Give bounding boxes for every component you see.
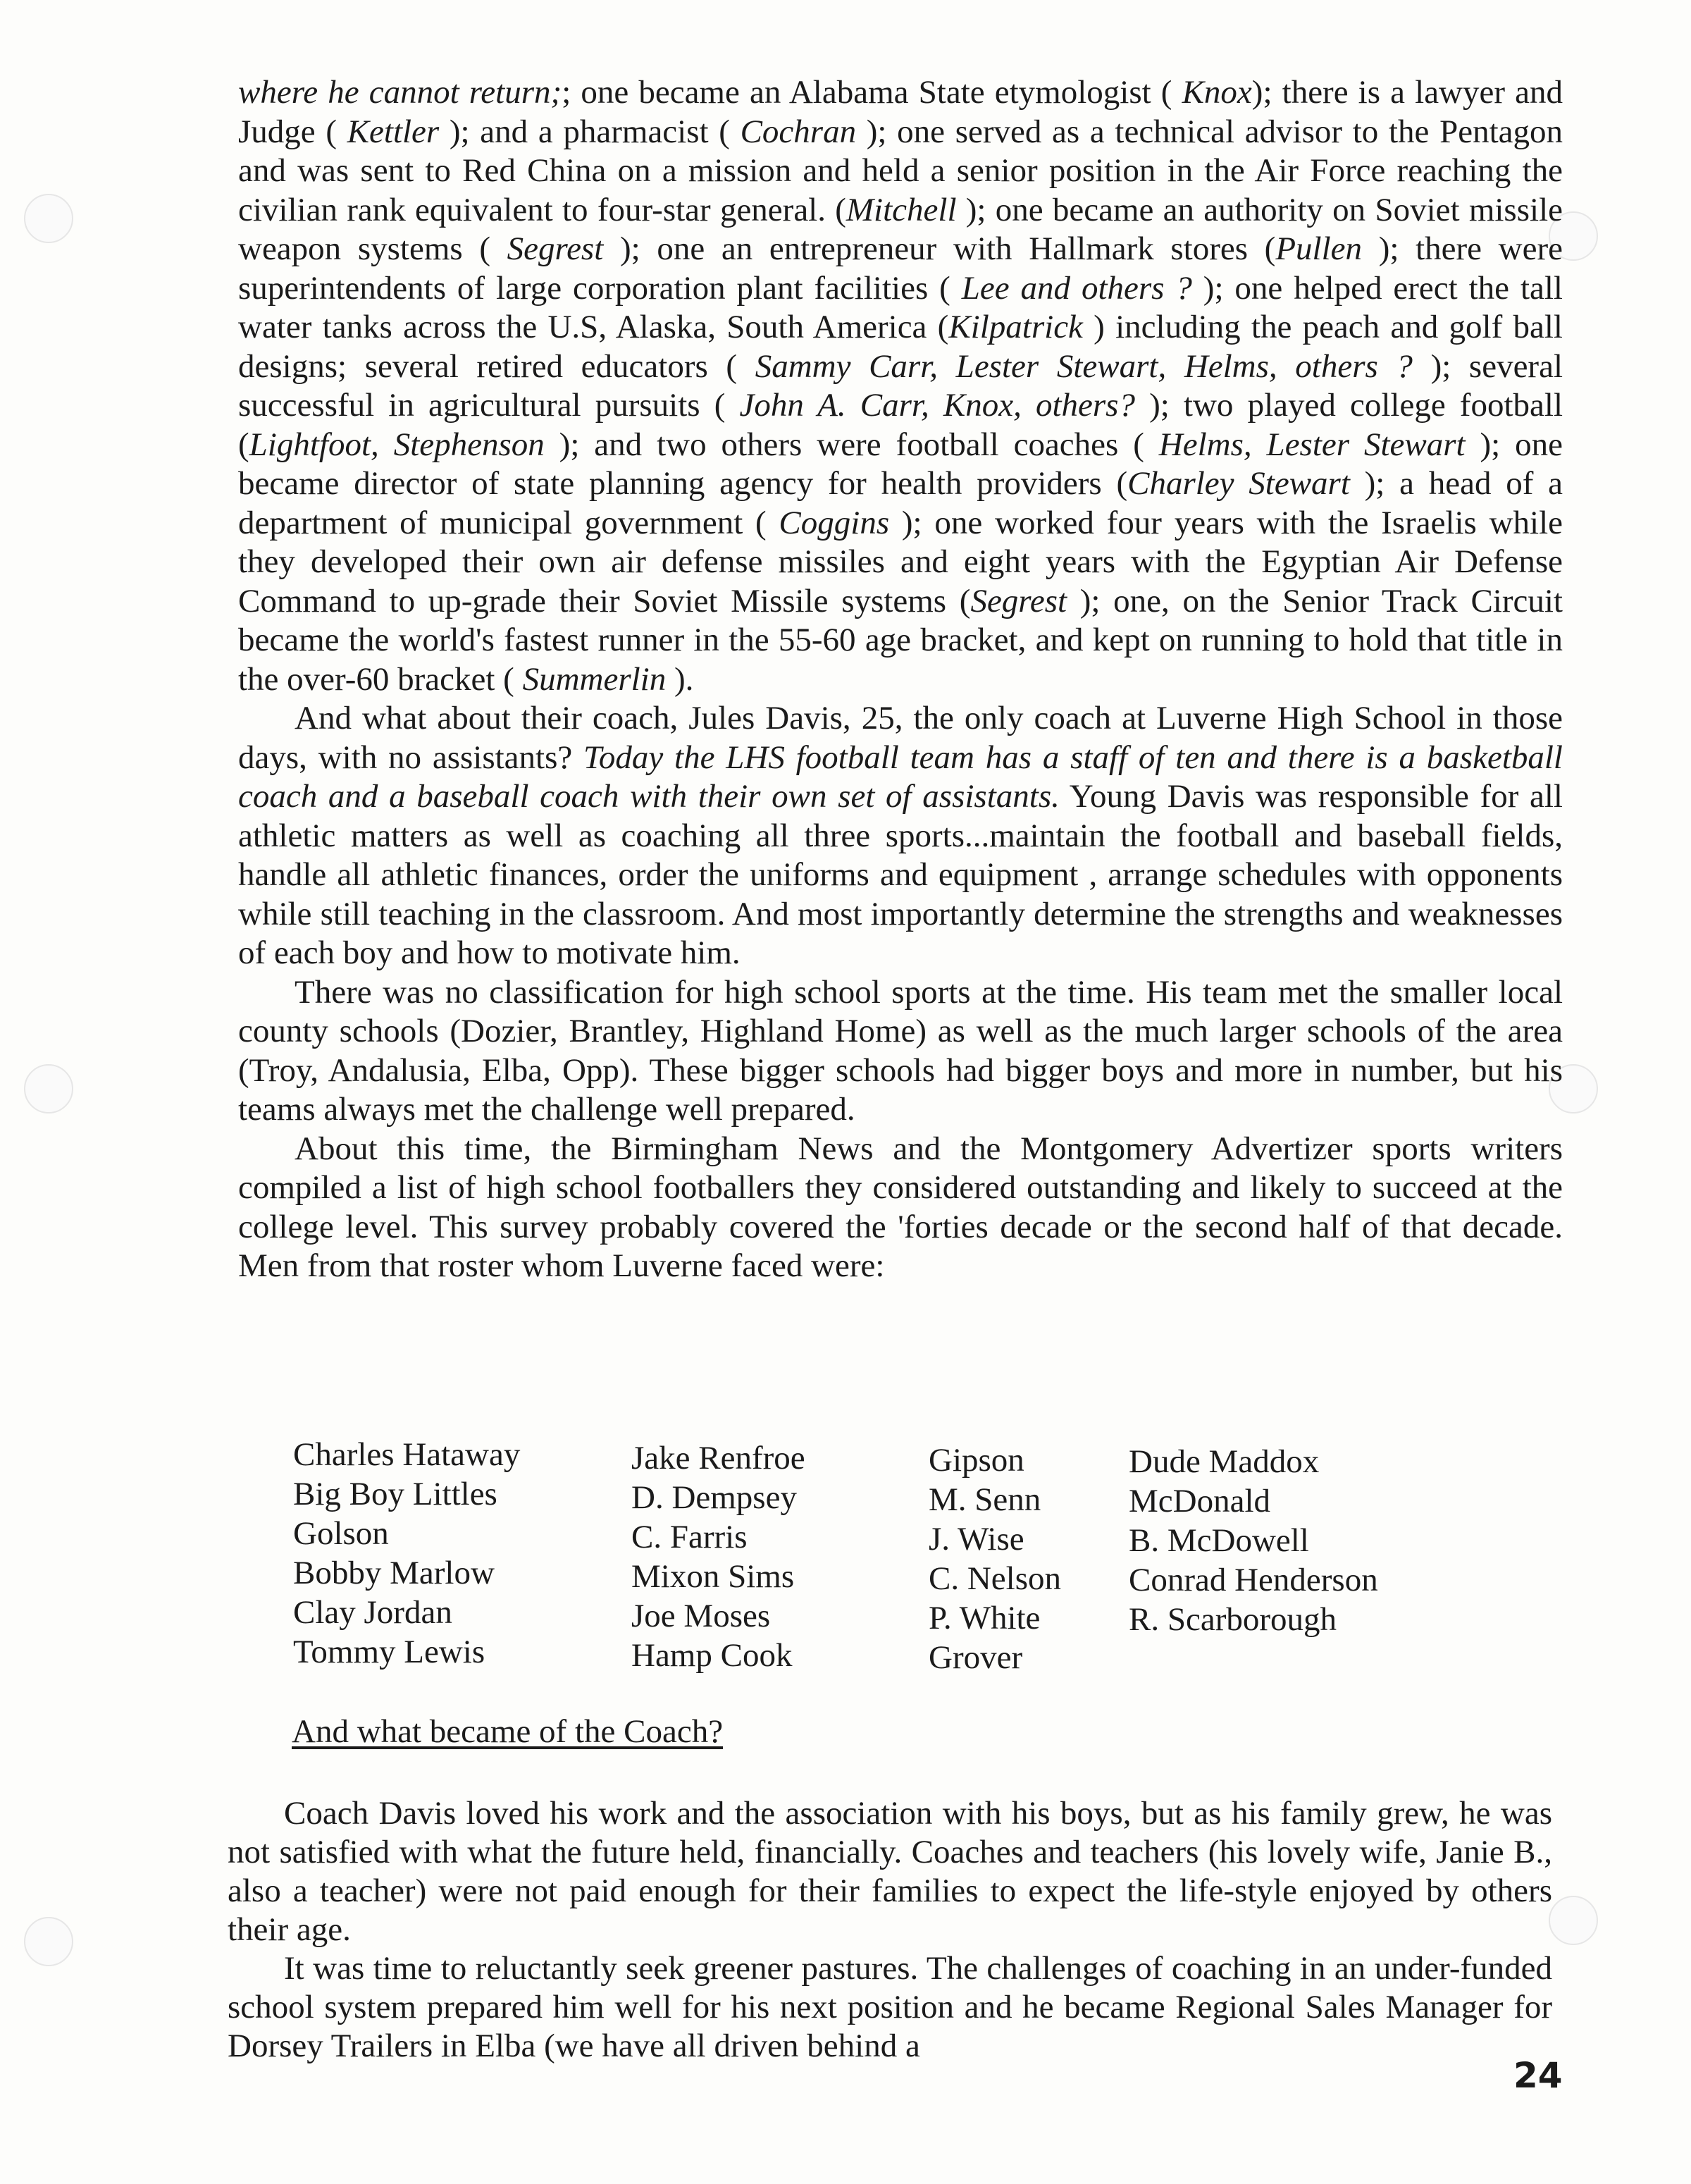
text-run: ); there were superintendents of large corporation plant facilities (	[238, 230, 1563, 307]
text-run: ); one, on the Senior Track Circuit became the world's fastest runner in the 55-60 age bracket, and kept on running to hold that title in the over-60 bracket (	[238, 582, 1563, 698]
text-run: ); one helped erect the tall water tanks across the U.S, Alaska, South America (	[238, 269, 1563, 345]
roster-column-2	[631, 1438, 805, 1675]
text-run: ); one served as a technical advisor to the Pentagon and was sent to Red China on a mission and held a senior position in the Air Force reaching the civilian rank equivalent to four-star general. (	[238, 113, 1563, 228]
italic-text: Kilpatrick	[948, 309, 1083, 345]
roster-name: Jake Renfroe	[631, 1440, 805, 1476]
paragraph-roster-intro: About this time, the Birmingham News and the Montgomery Advertizer sports writers compiled a list of high school footballers they considered outstanding and likely to succeed at the college level. This survey probably covered the 'forties decade or the second half of that decade. Men from that roster whom Luverne faced were:	[238, 1130, 1563, 1284]
section-body	[228, 1794, 1552, 2066]
italic-text: Sammy Carr, Lester Stewart, Helms, others ?	[755, 347, 1413, 385]
roster-table	[293, 1435, 1449, 1674]
page-number: 24	[1513, 2055, 1563, 2096]
text-run: And what about their coach, Jules Davis, 25, the only coach at Luverne High School in those days, with no assistants?	[238, 700, 1563, 776]
text-run: ).	[666, 660, 694, 698]
roster-name: R. Scarborough	[1129, 1601, 1337, 1638]
roster-name: Conrad Henderson	[1129, 1562, 1378, 1598]
roster-name: Mixon Sims	[631, 1558, 795, 1595]
roster-column-3	[929, 1440, 1061, 1677]
text-run: ); several successful in agricultural pursuits (	[238, 347, 1563, 424]
roster-name: Golson	[293, 1515, 389, 1552]
roster-name: McDonald	[1129, 1483, 1271, 1519]
roster-name: Hamp Cook	[631, 1637, 793, 1674]
section-heading: And what became of the Coach?	[292, 1713, 724, 1750]
roster-name: Clay Jordan	[293, 1594, 452, 1631]
text-run: ; one became an Alabama State etymologist (	[562, 74, 1182, 111]
paragraph-greener-pastures: It was time to reluctantly seek greener pastures. The challenges of coaching in an under-funded school system prepared him well for his next position and he became Regional Sales Manager for Dorsey Trailers in Elba (we have all driven behind a	[228, 1950, 1552, 2064]
text-run: ); and a pharmacist (	[439, 113, 741, 150]
text-run: Young Davis was responsible for all athletic matters as well as coaching all three sports...maintain the football and baseball fields, handle all athletic finances, order the uniforms and equipment , arrange schedules with opponents while still teaching in the classroom. And most importantly determine the strengths and weaknesses of each boy and how to motivate him.	[238, 778, 1563, 971]
italic-text: Charley Stewart	[1127, 465, 1350, 502]
italic-text: Pullen	[1275, 230, 1363, 267]
italic-text: Coggins	[779, 504, 890, 541]
italic-text: Kettler	[347, 113, 440, 150]
italic-text: Summerlin	[522, 660, 667, 698]
text-run: ); one worked four years with the Israelis while they developed their own air defense missiles and eight years with the Egyptian Air Defense Command to up-grade their Soviet Missile systems (	[238, 504, 1563, 619]
page-body	[238, 73, 1563, 1286]
roster-name: Grover	[929, 1639, 1023, 1676]
text-run: ); and two others were football coaches (	[544, 426, 1159, 463]
text-run: ); one became an authority on Soviet missile weapon systems (	[238, 191, 1563, 267]
italic-text: Knox	[1182, 74, 1252, 111]
roster-name: C. Farris	[631, 1519, 748, 1555]
punch-hole-left-bottom	[24, 1917, 73, 1966]
punch-hole-left-top	[24, 194, 73, 243]
roster-name: B. McDowell	[1129, 1522, 1309, 1559]
roster-name: Gipson	[929, 1442, 1024, 1479]
italic-text: Today the LHS football team has a staff of ten and there is a basketball coach and a baseball coach with their own set of assistants.	[238, 739, 1563, 815]
roster-name: Big Boy Littles	[293, 1476, 497, 1512]
text-run: ); there is a lawyer and Judge (	[238, 74, 1563, 150]
text-run: ); one became director of state planning agency for health providers (	[238, 426, 1563, 502]
italic-text: Segrest	[507, 230, 604, 267]
roster-name: Tommy Lewis	[293, 1634, 485, 1670]
paragraph-coach-career: Coach Davis loved his work and the association with his boys, but as his family grew, he was not satisfied with what the future held, financially. Coaches and teachers (his lovely wife, Janie B., also a teacher) were not paid enough for their families to expect the life-style enjoyed by others their age.	[228, 1795, 1552, 1948]
punch-hole-left-middle	[24, 1064, 73, 1113]
italic-text: Lee and others ?	[961, 269, 1192, 307]
roster-name: Charles Hataway	[293, 1436, 521, 1473]
roster-name: M. Senn	[929, 1481, 1041, 1518]
roster-name: Joe Moses	[631, 1598, 771, 1634]
paragraph-coach-davis	[238, 699, 1563, 973]
punch-hole-right-bottom	[1549, 1896, 1598, 1945]
italic-text: Lightfoot, Stephenson	[249, 426, 545, 463]
roster-name: C. Nelson	[929, 1560, 1061, 1597]
roster-column-4	[1129, 1442, 1378, 1639]
italic-text: Helms, Lester Stewart	[1158, 426, 1466, 463]
text-run: ); two played college football (	[238, 387, 1563, 463]
italic-text: Mitchell	[846, 191, 957, 228]
text-run: ); one an entrepreneur with Hallmark stores (	[603, 230, 1276, 267]
roster-name: D. Dempsey	[631, 1479, 797, 1516]
text-run: ) including the peach and golf ball designs; several retired educators (	[238, 309, 1563, 385]
roster-name: P. White	[929, 1600, 1041, 1636]
roster-name: Dude Maddox	[1129, 1443, 1320, 1480]
roster-name: Bobby Marlow	[293, 1555, 495, 1591]
text-run: ); a head of a department of municipal government (	[238, 465, 1563, 541]
roster-name: J. Wise	[929, 1521, 1024, 1557]
italic-text: where he cannot return;	[238, 74, 562, 111]
italic-text: John A. Carr, Knox, others?	[739, 387, 1135, 424]
paragraph-accomplishments	[238, 73, 1563, 699]
italic-text: Cochran	[740, 113, 857, 150]
roster-column-1	[293, 1435, 520, 1672]
paragraph-classification: There was no classification for high school sports at the time. His team met the smaller local county schools (Dozier, Brantley, Highland Home) as well as the much larger schools of the area (Troy, Andalusia, Elba, Opp). These bigger schools had bigger boys and more in number, but his teams always met the challenge well prepared.	[238, 973, 1563, 1128]
italic-text: Segrest	[970, 582, 1067, 619]
